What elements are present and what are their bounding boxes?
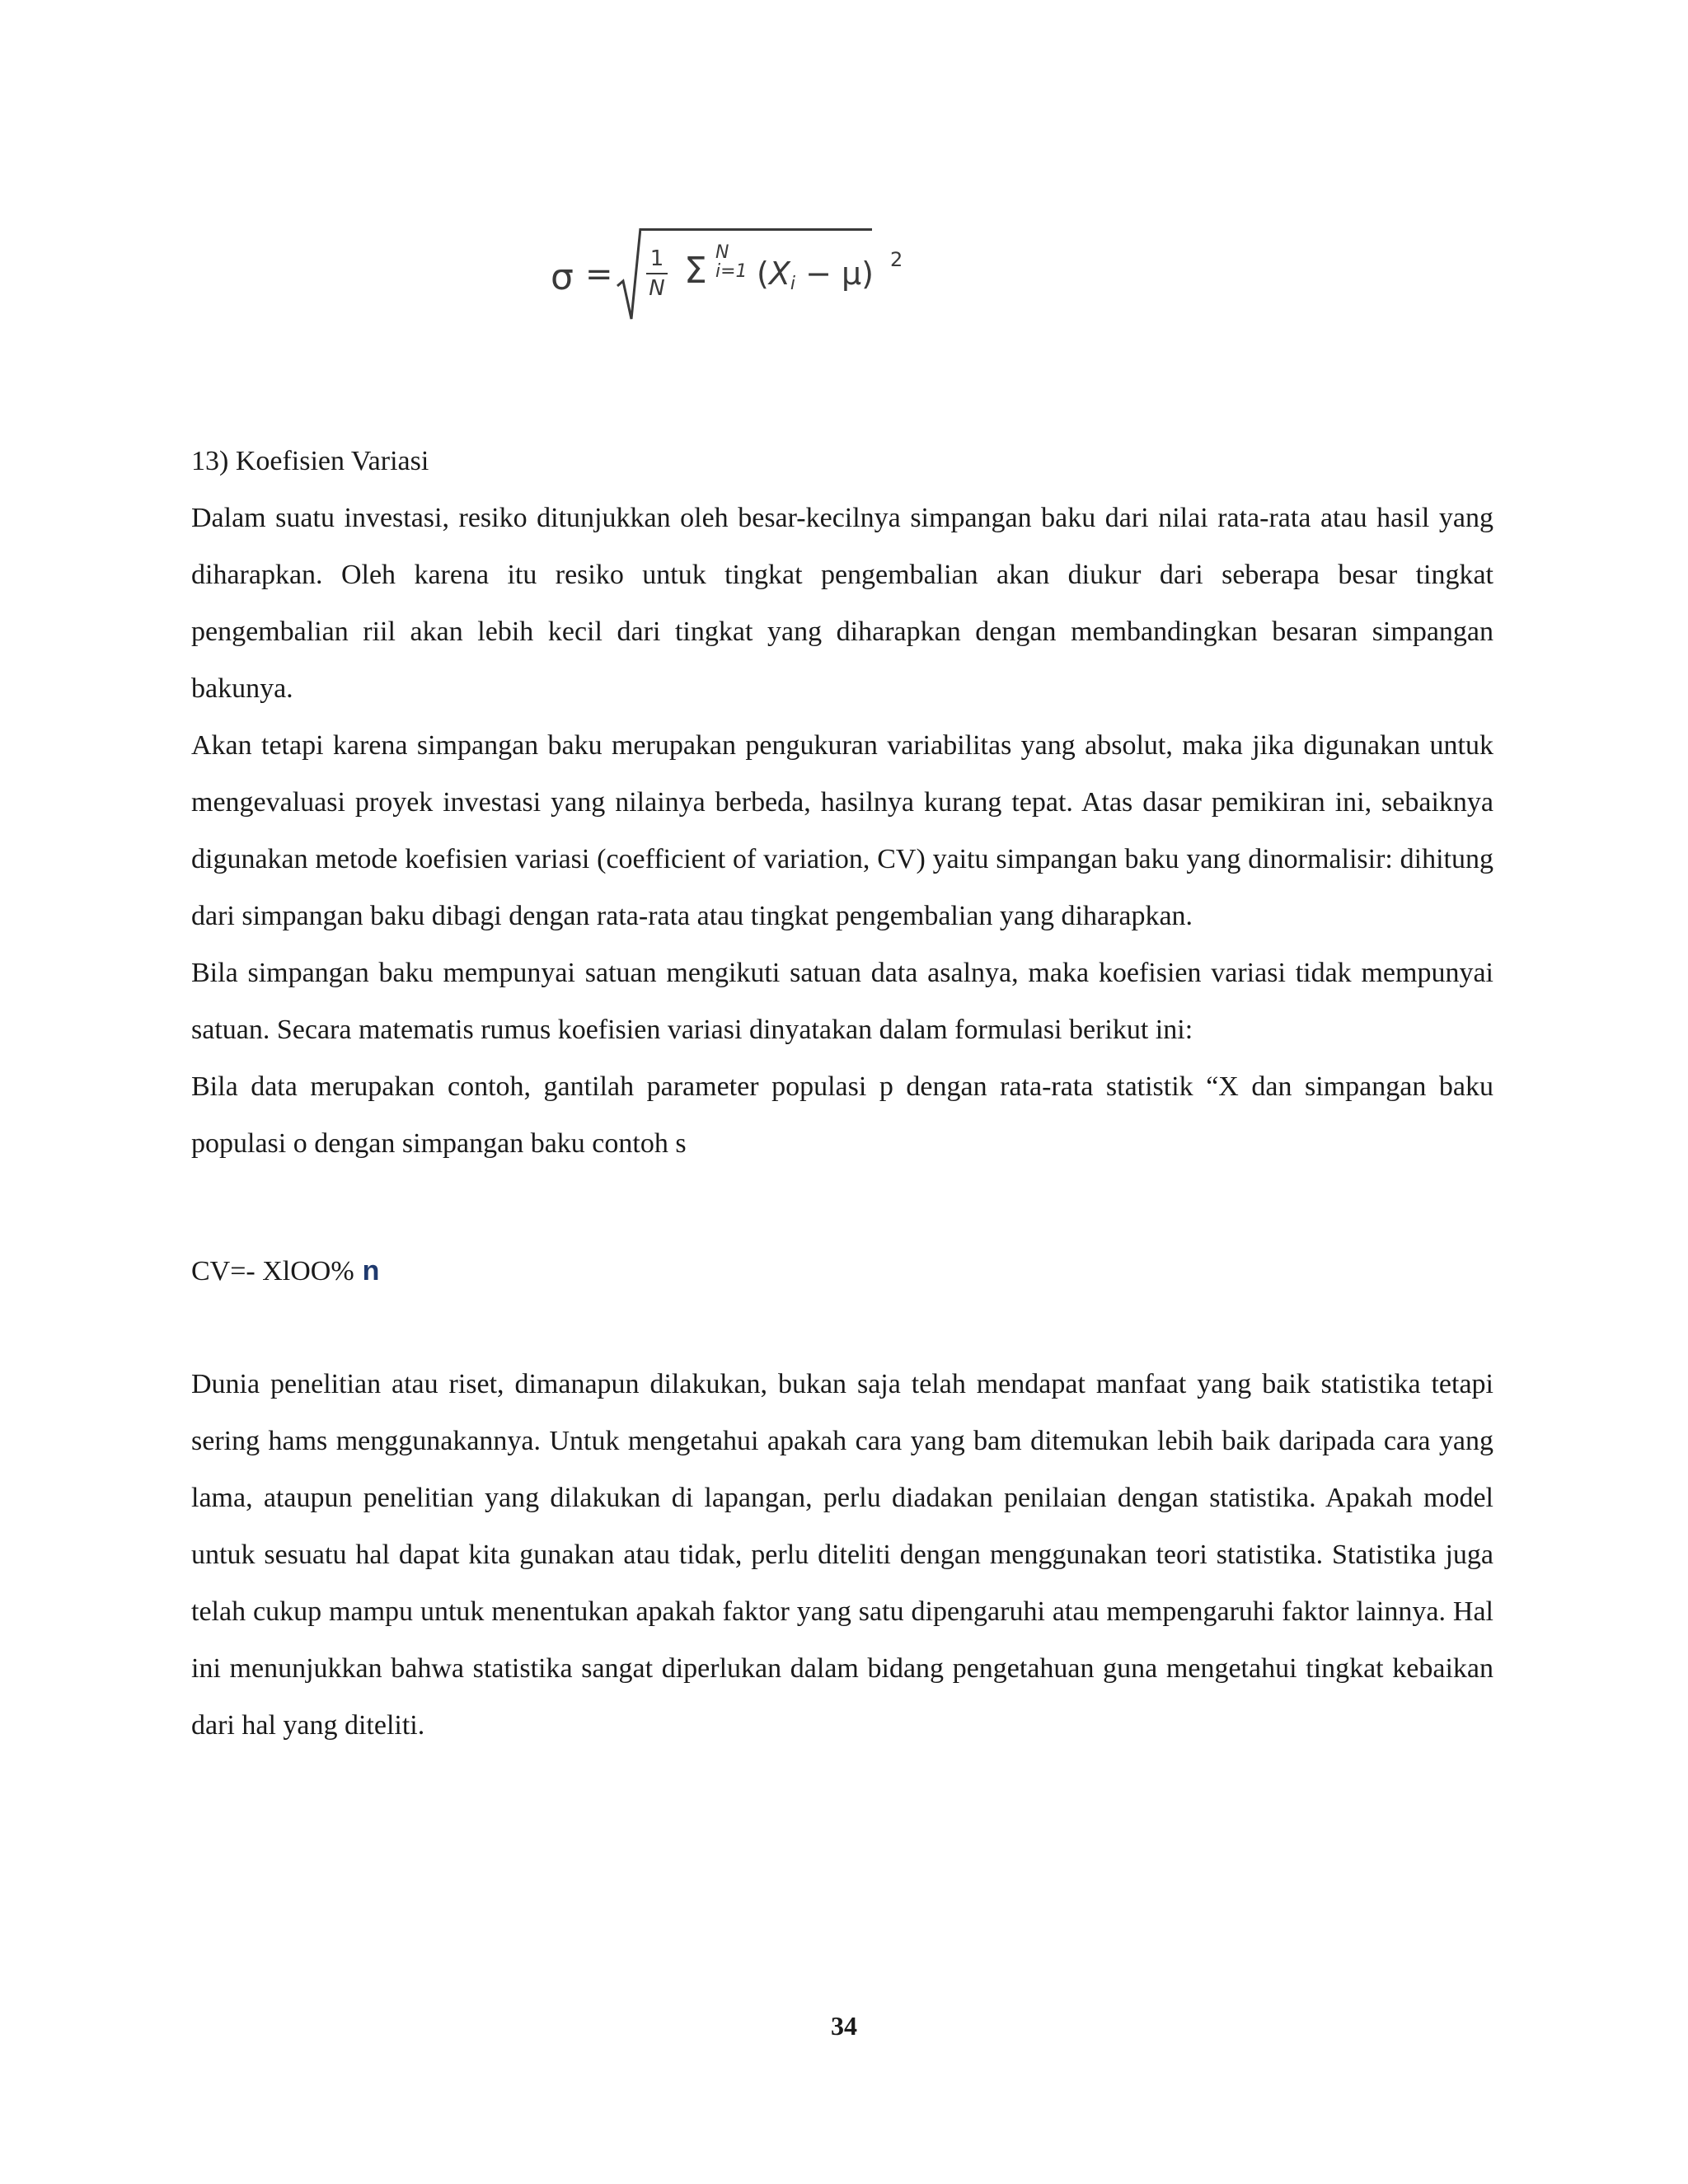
summation-upper: N bbox=[715, 242, 729, 263]
summation-lower: i=1 bbox=[715, 261, 748, 283]
formula-exponent: 2 bbox=[890, 248, 903, 271]
formula-body bbox=[757, 255, 874, 294]
formula-sigma: σ bbox=[551, 256, 574, 298]
paragraph-sample: Bila data merupakan contoh, gantilah parameter populasi p dengan rata-rata statistik “X dan simpangan baku populasi o dengan simpangan baku contoh s bbox=[191, 1071, 1493, 1159]
body-variable: X bbox=[768, 255, 790, 292]
cv-formula-n: n bbox=[362, 1255, 380, 1286]
summation-symbol: Σ bbox=[684, 250, 707, 292]
closing-text bbox=[191, 1356, 1493, 1754]
summation-limits bbox=[715, 243, 748, 281]
formula-equals: = bbox=[585, 255, 613, 293]
body-rest: − μ) bbox=[795, 255, 874, 292]
cv-formula-text: CV=- XlOO% bbox=[191, 1256, 354, 1286]
fraction-numerator: 1 bbox=[649, 246, 664, 271]
paragraph-units: Bila simpangan baku mempunyai satuan mengikuti satuan data asalnya, maka koefisien variasi tidak mempunyai satuan. Secara matematis rumus koefisien variasi dinyatakan dalam formulasi berikut ini: bbox=[191, 958, 1493, 1045]
body-open: ( bbox=[757, 255, 769, 292]
section-heading: 13) Koefisien Variasi bbox=[191, 446, 429, 476]
root-bar bbox=[640, 228, 872, 231]
paragraph-research: Dunia penelitian atau riset, dimanapun dilakukan, bukan saja telah mendapat manfaat yang baik statistika tetapi sering hams menggunakannya. Untuk mengetahui apakah cara yang bam ditemukan lebih baik daripada cara yang lama, ataupun penelitian yang dilakukan di lapangan, perlu diadakan penilaian dengan statistika. Apakah model untuk sesuatu hal dapat kita gunakan atau tidak, perlu diteliti dengan menggunakan teori statistika. Statistika juga telah cukup mampu untuk menentukan apakah faktor yang satu dipengaruhi atau mempengaruhi faktor lainnya. Hal ini menunjukkan bahwa statistika sangat diperlukan dalam bidang pengetahuan guna mengetahui tingkat kebaikan dari hal yang diteliti. bbox=[191, 1369, 1493, 1741]
body-subscript: i bbox=[790, 274, 795, 294]
square-root-icon bbox=[617, 227, 641, 322]
standard-deviation-formula bbox=[551, 218, 946, 326]
cv-formula bbox=[191, 1243, 379, 1300]
paragraph-risk: Dalam suatu investasi, resiko ditunjukkan oleh besar-kecilnya simpangan baku dari nilai rata-rata atau hasil yang diharapkan. Oleh karena itu resiko untuk tingkat pengembalian akan diukur dari seberapa besar tingkat pengembalian riil akan lebih kecil dari tingkat yang diharapkan dengan membandingkan besaran simpangan bakunya. bbox=[191, 503, 1493, 704]
page-number: 34 bbox=[831, 2011, 857, 2041]
paragraph-cv-method: Akan tetapi karena simpangan baku merupakan pengukuran variabilitas yang absolut, maka jika digunakan untuk mengevaluasi proyek investasi yang nilainya berbeda, hasilnya kurang tepat. Atas dasar pemikiran ini, sebaiknya digunakan metode koefisien variasi (coefficient of variation, CV) yaitu simpangan baku yang dinormalisir: dihitung dari simpangan baku dibagi dengan rata-rata atau tingkat pengembalian yang diharapkan. bbox=[191, 730, 1493, 931]
fraction-denominator: N bbox=[649, 276, 665, 301]
main-text bbox=[191, 490, 1493, 1172]
fraction-line bbox=[646, 273, 668, 274]
formula-fraction bbox=[645, 248, 669, 299]
